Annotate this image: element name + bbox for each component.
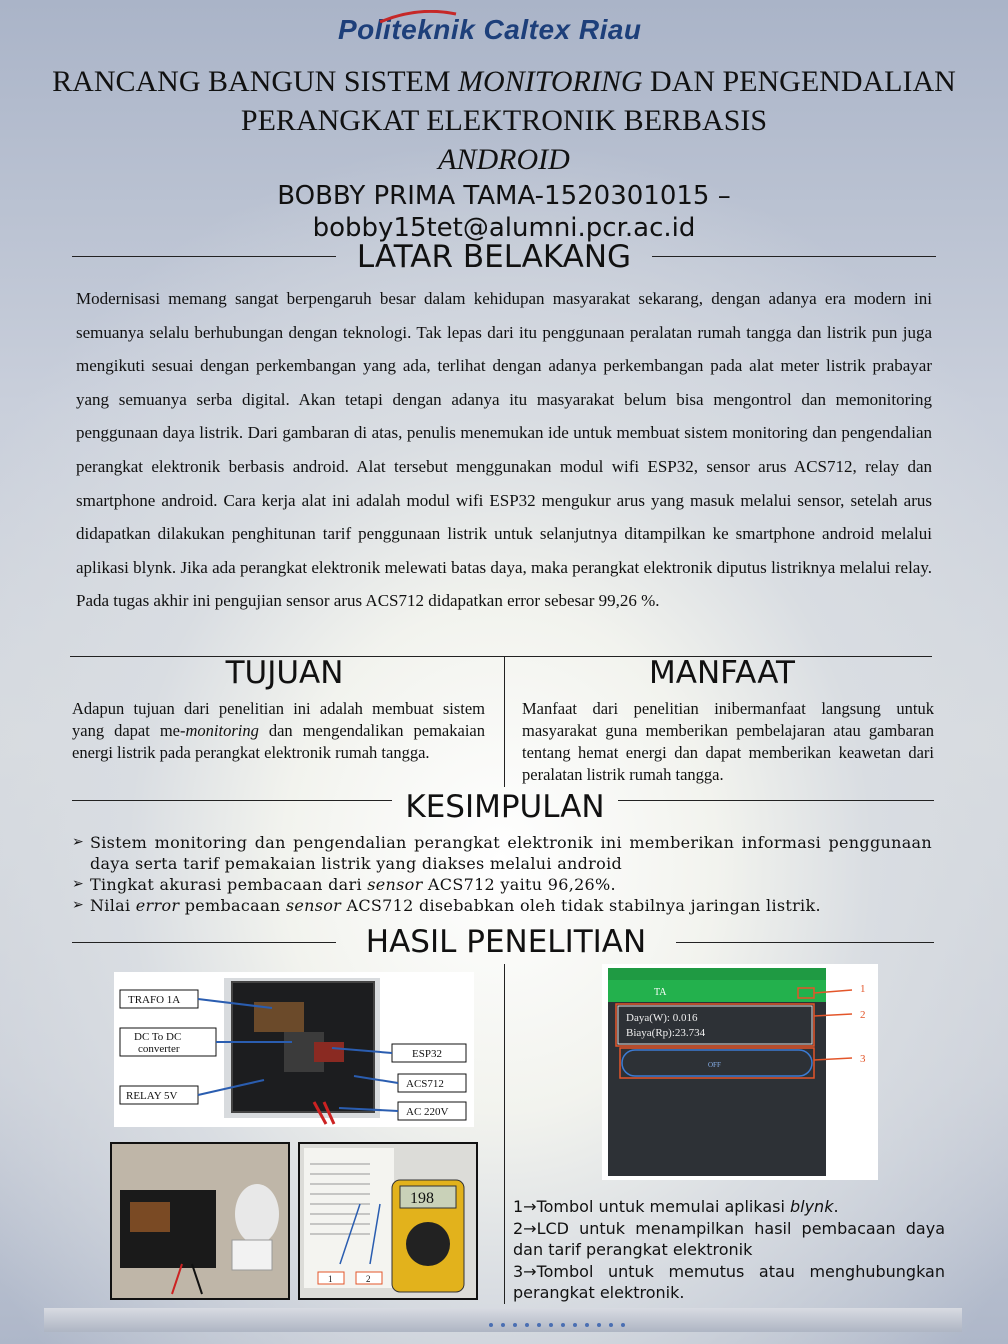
kesimpulan-item-2i: sensor — [367, 875, 423, 894]
author-email: bobby15tet@alumni.pcr.ac.id — [312, 213, 696, 243]
tujuan-text-b: dan mengendalikan pemakaian energi listrik pada perangkat elektronik rumah tangga. — [72, 721, 485, 762]
logo-text: Politeknik Caltex Riau — [338, 14, 642, 45]
divider-line — [72, 800, 392, 801]
app-off-button: OFF — [708, 1061, 721, 1069]
poster-title — [40, 62, 968, 179]
tujuan-heading: TUJUAN — [225, 655, 344, 691]
callout-3: 3 — [860, 1053, 866, 1065]
legend-1-text: 1→Tombol untuk memulai aplikasi — [513, 1197, 790, 1216]
latar-paragraph: Modernisasi memang sangat berpengaruh besar dalam kehidupan masyarakat sekarang, dengan adanya era modern ini semuanya selalu berhubungan dengan teknologi. Tak lepas dari itu penggunaan peralatan rumah tangga dan listrik pun juga mengikuti sesuai dengan perkembangan yang ada, terlihat dengan adanya perkembangan pada alat meter listrik prabayar yang semuanya serba digital. Akan tetapi dengan adanya itu masyarakat belum bisa mengontrol dan memonitoring penggunaan daya listrik. Dari gambaran di atas, penulis menemukan ide untuk membuat sistem monitoring dan pengendalian perangkat elektronik berbasis android. Alat tersebut menggunakan modul wifi ESP32, sensor arus ACS712, relay dan smartphone android. Cara kerja alat ini adalah modul wifi ESP32 mengukur arus yang masuk melalui sensor, setelah arus didapatkan dilakukan penghitunan tarif penggunaan listrik untuk selanjutnya ditampilkan ke smartphone android melalui aplikasi blynk. Jika ada perangkat elektronik melewati batas daya, maka perangkat elektronik diputus listriknya melalui relay. Pada tugas akhir ini pengujian sensor arus ACS712 didapatkan error sebesar 99,26 %. — [76, 289, 932, 611]
list-item — [72, 874, 932, 895]
kesimpulan-list — [72, 832, 932, 916]
kesimpulan-item-3i1: error — [135, 896, 180, 915]
diagram-label-acs712: ACS712 — [406, 1078, 444, 1090]
author-info — [40, 180, 968, 244]
divider-line — [652, 256, 936, 257]
app-legend — [513, 1196, 945, 1304]
kesimpulan-item-2a: Tingkat akurasi pembacaan dari — [90, 875, 368, 894]
author-name: BOBBY PRIMA TAMA-1520301015 – — [277, 181, 731, 211]
app-lcd-line-1: Daya(W): 0.016 — [626, 1012, 698, 1024]
kesimpulan-item-3i2: sensor — [285, 896, 342, 915]
manfaat-paragraph: Manfaat dari penelitian inibermanfaat langsung untuk masyarakat guna memberikan pembelajaran atau gambaran tentang hemat energi dan dapat memberikan keawetan dari peralatan listrik rumah tangga. — [522, 699, 934, 784]
kesimpulan-item-2b: ACS712 yaitu 96,26%. — [422, 875, 616, 894]
legend-item-3: 3→Tombol untuk memutus atau menghubungkan perangkat elektronik. — [513, 1261, 945, 1302]
bullet-icon: ➢ — [72, 834, 85, 850]
divider-line — [676, 942, 934, 943]
callout-1: 1 — [860, 983, 866, 995]
diagram-label-dcdc-2: converter — [138, 1043, 180, 1055]
kesimpulan-item-3a: Nilai — [90, 896, 136, 915]
app-screenshot — [602, 964, 878, 1180]
kesimpulan-item-1: Sistem monitoring dan pengendalian perangkat elektronik ini memberikan informasi penggunaan daya serta tarif pemakaian listrik yang diakses melalui android — [90, 833, 932, 873]
tujuan-text-a: Adapun tujuan dari penelitian ini adalah membuat sistem yang dapat me- — [72, 699, 485, 740]
title-italic-1: MONITORING — [458, 65, 643, 98]
kesimpulan-heading: KESIMPULAN — [405, 789, 605, 825]
bullet-icon: ➢ — [72, 876, 85, 892]
institution-logo — [338, 14, 678, 54]
column-divider — [504, 964, 505, 1304]
legend-item-1 — [513, 1196, 945, 1218]
legend-1-end: . — [833, 1197, 839, 1216]
list-item — [72, 895, 932, 916]
diagram-label-trafo: TRAFO 1A — [128, 994, 181, 1006]
footer-dots — [489, 1314, 633, 1332]
title-italic-2: ANDROID — [438, 143, 570, 176]
bullet-icon: ➢ — [72, 897, 85, 913]
diagram-label-relay: RELAY 5V — [126, 1090, 178, 1102]
callout-2: 2 — [860, 1009, 866, 1021]
divider-line — [72, 256, 336, 257]
legend-1-italic: blynk — [789, 1197, 834, 1216]
multimeter-photo — [298, 1142, 478, 1300]
hardware-diagram-image — [114, 972, 474, 1127]
tujuan-text-italic: monitoring — [185, 721, 259, 740]
logo-swoosh-icon — [378, 10, 458, 24]
latar-heading: LATAR BELAKANG — [356, 239, 632, 275]
meter-reading: 198 — [410, 1190, 434, 1207]
footer-bar — [44, 1308, 962, 1332]
photo-box-label-2: 2 — [366, 1274, 371, 1284]
app-title: TA — [654, 987, 667, 998]
kesimpulan-item-3b: pembacaan — [179, 896, 286, 915]
manfaat-heading: MANFAAT — [649, 655, 795, 691]
device-photo — [110, 1142, 290, 1300]
diagram-label-esp32: ESP32 — [412, 1048, 442, 1060]
divider-line — [72, 942, 336, 943]
diagram-label-dcdc-1: DC To DC — [134, 1031, 182, 1043]
column-divider — [504, 657, 505, 787]
photo-box-label-1: 1 — [328, 1274, 333, 1284]
title-text-1: RANCANG BANGUN SISTEM — [52, 65, 459, 98]
title-text-2: DAN PENGENDALIAN PERANGKAT ELEKTRONIK BERBASIS — [240, 65, 956, 137]
app-lcd-line-2: Biaya(Rp):23.734 — [626, 1027, 706, 1039]
diagram-label-ac220: AC 220V — [406, 1106, 449, 1118]
divider-line — [618, 800, 934, 801]
list-item — [72, 832, 932, 874]
legend-item-2: 2→LCD untuk menampilkan hasil pembacaan daya dan tarif perangkat elektronik — [513, 1218, 945, 1259]
hasil-heading: HASIL PENELITIAN — [365, 924, 647, 960]
tujuan-paragraph — [72, 698, 485, 764]
kesimpulan-item-3c: ACS712 disebabkan oleh tidak stabilnya jaringan listrik. — [341, 896, 821, 915]
